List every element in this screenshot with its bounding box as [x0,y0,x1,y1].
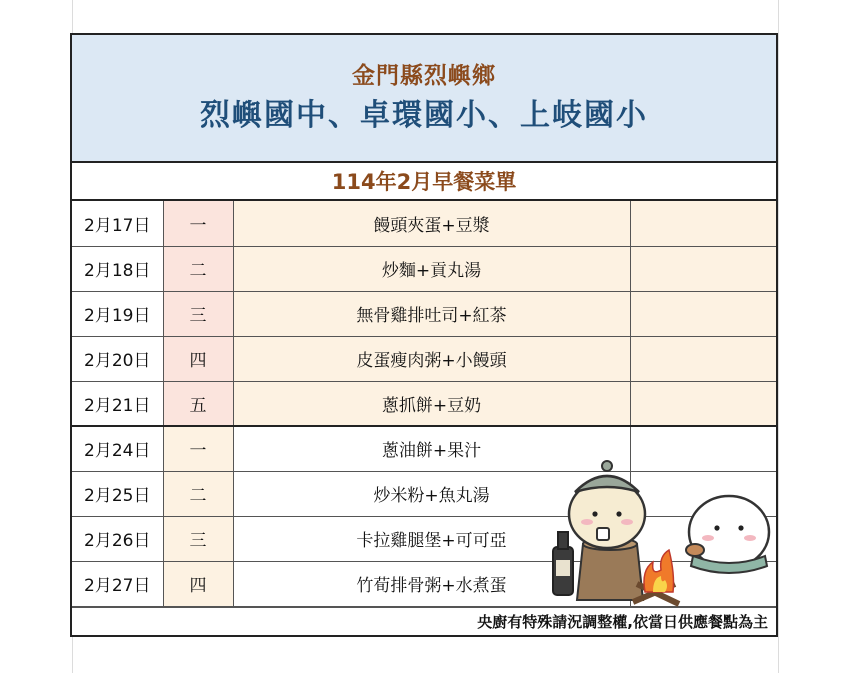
menu-item-cell: 蔥油餅+果汁 [233,426,630,471]
weekday-cell: 三 [163,516,233,561]
table-row [72,381,776,426]
date-cell: 2月27日 [72,561,163,606]
table-row [72,246,776,291]
date-cell: 2月26日 [72,516,163,561]
note-cell [630,246,776,291]
note-cell [630,291,776,336]
menu-item-cell: 饅頭夾蛋+豆漿 [233,201,630,246]
note-cell [630,381,776,426]
weekday-cell: 二 [163,246,233,291]
menu-subtitle: 114年2月早餐菜單 [72,163,776,201]
date-cell: 2月18日 [72,246,163,291]
campfire-characters-illustration [545,452,780,617]
date-cell: 2月20日 [72,336,163,381]
weekday-cell: 二 [163,471,233,516]
date-cell: 2月25日 [72,471,163,516]
hat-character-icon [569,461,645,548]
menu-header [72,35,776,163]
weekday-cell: 一 [163,201,233,246]
schools-title: 烈嶼國中、卓環國小、上岐國小 [200,98,648,133]
weekday-cell: 五 [163,381,233,426]
weekday-cell: 一 [163,426,233,471]
white-character-icon [686,496,769,573]
bottle-icon [553,532,573,595]
date-cell: 2月21日 [72,381,163,426]
note-cell [630,336,776,381]
date-cell: 2月17日 [72,201,163,246]
weekday-cell: 三 [163,291,233,336]
menu-item-cell: 卡拉雞腿堡+可可亞 [233,516,630,561]
date-cell: 2月24日 [72,426,163,471]
menu-item-cell: 蔥抓餅+豆奶 [233,381,630,426]
table-row [72,201,776,246]
menu-item-cell: 炒麵+貢丸湯 [233,246,630,291]
note-cell [630,201,776,246]
township-title: 金門縣烈嶼鄉 [352,63,496,89]
footer-note: 央廚有特殊請況調整權,依當日供應餐點為主 [72,607,776,635]
menu-item-cell: 竹荀排骨粥+水煮蛋 [233,561,630,606]
menu-item-cell: 無骨雞排吐司+紅茶 [233,291,630,336]
table-row [72,336,776,381]
menu-item-cell: 炒米粉+魚丸湯 [233,471,630,516]
date-cell: 2月19日 [72,291,163,336]
weekday-cell: 四 [163,561,233,606]
table-row [72,291,776,336]
weekday-cell: 四 [163,336,233,381]
menu-item-cell: 皮蛋瘦肉粥+小饅頭 [233,336,630,381]
